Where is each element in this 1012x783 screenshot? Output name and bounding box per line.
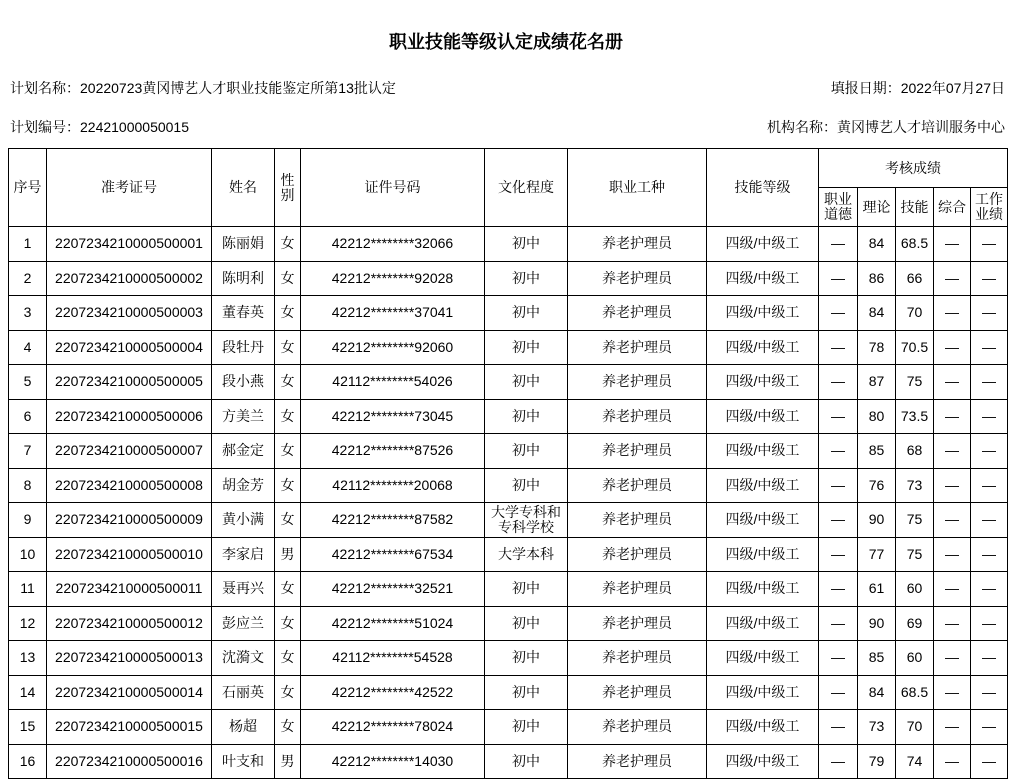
cell-theory: 84 [858,675,896,710]
cell-gender: 女 [275,468,301,503]
cell-occupation: 养老护理员 [568,675,707,710]
header-education: 文化程度 [485,149,568,227]
cell-occupation: 养老护理员 [568,227,707,262]
cell-ethics: — [819,468,858,503]
cell-skill: 68 [896,434,934,469]
header-overall: 综合 [934,188,971,227]
cell-education: 初中 [485,606,568,641]
cell-level: 四级/中级工 [707,227,819,262]
cell-skill: 73.5 [896,399,934,434]
cell-education: 初中 [485,468,568,503]
table-row [9,296,1008,331]
org-value: 黄冈博艺人才培训服务中心 [837,119,1005,135]
cell-id-no: 42212********51024 [301,606,485,641]
plan-no-value: 22421000050015 [80,119,190,135]
cell-occupation: 养老护理员 [568,468,707,503]
cell-level: 四级/中级工 [707,675,819,710]
table-row [9,399,1008,434]
table-row [9,503,1008,538]
table-body [9,227,1008,779]
cell-skill: 69 [896,606,934,641]
cell-exam-no: 2207234210000500015 [47,710,212,745]
header-exam-no: 准考证号 [47,149,212,227]
cell-skill: 70 [896,710,934,745]
cell-exam-no: 2207234210000500001 [47,227,212,262]
cell-seq: 7 [9,434,47,469]
cell-name: 彭应兰 [212,606,275,641]
cell-performance: — [971,296,1008,331]
header-performance: 工作业绩 [971,188,1008,227]
cell-theory: 85 [858,434,896,469]
cell-name: 郝金定 [212,434,275,469]
table-row [9,537,1008,572]
cell-name: 叶支和 [212,744,275,779]
cell-theory: 84 [858,296,896,331]
cell-id-no: 42212********87526 [301,434,485,469]
cell-theory: 73 [858,710,896,745]
cell-ethics: — [819,434,858,469]
cell-ethics: — [819,744,858,779]
cell-level: 四级/中级工 [707,296,819,331]
roster-table [8,148,1008,779]
cell-name: 黄小满 [212,503,275,538]
cell-overall: — [934,399,971,434]
cell-education: 初中 [485,330,568,365]
table-row [9,227,1008,262]
table-row [9,330,1008,365]
cell-seq: 14 [9,675,47,710]
cell-name: 沈漪文 [212,641,275,676]
cell-performance: — [971,744,1008,779]
cell-education: 初中 [485,744,568,779]
header-name: 姓名 [212,149,275,227]
cell-occupation: 养老护理员 [568,606,707,641]
fill-date-label: 填报日期： [830,80,901,96]
cell-theory: 86 [858,261,896,296]
plan-no-line [10,118,189,136]
cell-overall: — [934,330,971,365]
cell-name: 胡金芳 [212,468,275,503]
cell-gender: 女 [275,434,301,469]
cell-overall: — [934,572,971,607]
cell-gender: 女 [275,503,301,538]
cell-ethics: — [819,330,858,365]
cell-id-no: 42212********78024 [301,710,485,745]
cell-ethics: — [819,675,858,710]
cell-exam-no: 2207234210000500014 [47,675,212,710]
cell-occupation: 养老护理员 [568,641,707,676]
cell-name: 段小燕 [212,365,275,400]
cell-skill: 68.5 [896,675,934,710]
cell-exam-no: 2207234210000500013 [47,641,212,676]
cell-skill: 75 [896,537,934,572]
header-level: 技能等级 [707,149,819,227]
cell-theory: 85 [858,641,896,676]
cell-exam-no: 2207234210000500004 [47,330,212,365]
cell-level: 四级/中级工 [707,330,819,365]
cell-seq: 13 [9,641,47,676]
cell-level: 四级/中级工 [707,572,819,607]
cell-theory: 61 [858,572,896,607]
cell-ethics: — [819,572,858,607]
cell-name: 段牡丹 [212,330,275,365]
cell-name: 董春英 [212,296,275,331]
cell-gender: 女 [275,572,301,607]
header-skill: 技能 [896,188,934,227]
document-title: 职业技能等级认定成绩花名册 [389,32,623,52]
cell-performance: — [971,641,1008,676]
cell-education: 大学专科和专科学校 [485,503,568,538]
table-row [9,675,1008,710]
cell-gender: 女 [275,675,301,710]
cell-education: 初中 [485,296,568,331]
cell-performance: — [971,468,1008,503]
cell-exam-no: 2207234210000500010 [47,537,212,572]
cell-seq: 11 [9,572,47,607]
cell-performance: — [971,675,1008,710]
cell-seq: 12 [9,606,47,641]
cell-id-no: 42212********14030 [301,744,485,779]
cell-education: 初中 [485,365,568,400]
cell-level: 四级/中级工 [707,365,819,400]
cell-level: 四级/中级工 [707,606,819,641]
cell-id-no: 42212********92060 [301,330,485,365]
cell-skill: 75 [896,365,934,400]
plan-name-line [10,79,396,97]
cell-skill: 60 [896,641,934,676]
cell-id-no: 42212********67534 [301,537,485,572]
cell-theory: 80 [858,399,896,434]
cell-level: 四级/中级工 [707,710,819,745]
cell-ethics: — [819,641,858,676]
cell-id-no: 42212********32066 [301,227,485,262]
fill-date-value: 2022年07月27日 [900,80,1005,96]
cell-overall: — [934,606,971,641]
cell-level: 四级/中级工 [707,503,819,538]
cell-ethics: — [819,606,858,641]
cell-seq: 15 [9,710,47,745]
table-header [9,149,1008,227]
cell-occupation: 养老护理员 [568,399,707,434]
header-id-no: 证件号码 [301,149,485,227]
table-row [9,641,1008,676]
cell-theory: 77 [858,537,896,572]
table-row [9,434,1008,469]
cell-education: 初中 [485,434,568,469]
cell-name: 李家启 [212,537,275,572]
cell-overall: — [934,503,971,538]
cell-level: 四级/中级工 [707,399,819,434]
org-line [767,118,1005,136]
cell-exam-no: 2207234210000500009 [47,503,212,538]
cell-gender: 女 [275,365,301,400]
cell-ethics: — [819,227,858,262]
cell-exam-no: 2207234210000500006 [47,399,212,434]
cell-performance: — [971,710,1008,745]
cell-theory: 90 [858,606,896,641]
cell-gender: 女 [275,261,301,296]
table-row [9,261,1008,296]
cell-name: 方美兰 [212,399,275,434]
plan-no-label: 计划编号： [10,119,80,135]
cell-id-no: 42212********32521 [301,572,485,607]
cell-gender: 女 [275,399,301,434]
cell-overall: — [934,227,971,262]
cell-skill: 66 [896,261,934,296]
cell-overall: — [934,261,971,296]
cell-education: 大学本科 [485,537,568,572]
cell-exam-no: 2207234210000500008 [47,468,212,503]
cell-education: 初中 [485,641,568,676]
cell-occupation: 养老护理员 [568,434,707,469]
cell-ethics: — [819,710,858,745]
cell-level: 四级/中级工 [707,468,819,503]
cell-ethics: — [819,399,858,434]
cell-exam-no: 2207234210000500003 [47,296,212,331]
cell-education: 初中 [485,261,568,296]
cell-seq: 3 [9,296,47,331]
header-gender: 性别 [275,149,301,227]
cell-theory: 90 [858,503,896,538]
cell-education: 初中 [485,227,568,262]
cell-level: 四级/中级工 [707,434,819,469]
table-row [9,710,1008,745]
cell-name: 杨超 [212,710,275,745]
cell-performance: — [971,434,1008,469]
cell-theory: 87 [858,365,896,400]
cell-ethics: — [819,365,858,400]
cell-seq: 9 [9,503,47,538]
cell-occupation: 养老护理员 [568,365,707,400]
cell-id-no: 42212********87582 [301,503,485,538]
cell-performance: — [971,503,1008,538]
cell-name: 石丽英 [212,675,275,710]
cell-skill: 60 [896,572,934,607]
fill-date-line [831,79,1005,97]
cell-gender: 女 [275,606,301,641]
cell-skill: 75 [896,503,934,538]
table-row [9,468,1008,503]
plan-name-label: 计划名称： [10,80,80,96]
plan-name-value: 20220723黄冈博艺人才职业技能鉴定所第13批认定 [80,80,396,96]
cell-ethics: — [819,296,858,331]
cell-id-no: 42112********54026 [301,365,485,400]
cell-name: 陈丽娟 [212,227,275,262]
cell-exam-no: 2207234210000500016 [47,744,212,779]
table-row [9,744,1008,779]
cell-seq: 2 [9,261,47,296]
cell-exam-no: 2207234210000500002 [47,261,212,296]
cell-performance: — [971,261,1008,296]
cell-seq: 5 [9,365,47,400]
cell-seq: 6 [9,399,47,434]
cell-education: 初中 [485,399,568,434]
table-row [9,572,1008,607]
cell-performance: — [971,227,1008,262]
cell-performance: — [971,330,1008,365]
cell-theory: 78 [858,330,896,365]
cell-occupation: 养老护理员 [568,296,707,331]
cell-overall: — [934,468,971,503]
cell-overall: — [934,296,971,331]
cell-id-no: 42212********92028 [301,261,485,296]
cell-id-no: 42112********54528 [301,641,485,676]
cell-exam-no: 2207234210000500012 [47,606,212,641]
cell-skill: 70.5 [896,330,934,365]
cell-occupation: 养老护理员 [568,572,707,607]
cell-name: 陈明利 [212,261,275,296]
cell-gender: 女 [275,330,301,365]
header-occupation: 职业工种 [568,149,707,227]
cell-name: 聂再兴 [212,572,275,607]
cell-seq: 16 [9,744,47,779]
cell-gender: 男 [275,537,301,572]
cell-skill: 74 [896,744,934,779]
cell-occupation: 养老护理员 [568,330,707,365]
cell-occupation: 养老护理员 [568,261,707,296]
cell-performance: — [971,365,1008,400]
cell-seq: 1 [9,227,47,262]
cell-ethics: — [819,261,858,296]
cell-education: 初中 [485,572,568,607]
cell-level: 四级/中级工 [707,641,819,676]
cell-education: 初中 [485,710,568,745]
table-row [9,606,1008,641]
org-label: 机构名称： [767,119,837,135]
cell-level: 四级/中级工 [707,261,819,296]
cell-id-no: 42212********42522 [301,675,485,710]
header-seq: 序号 [9,149,47,227]
cell-education: 初中 [485,675,568,710]
table-row [9,365,1008,400]
cell-exam-no: 2207234210000500007 [47,434,212,469]
cell-exam-no: 2207234210000500005 [47,365,212,400]
cell-skill: 73 [896,468,934,503]
header-row-main [9,149,1008,188]
cell-id-no: 42212********37041 [301,296,485,331]
cell-performance: — [971,572,1008,607]
cell-gender: 女 [275,296,301,331]
cell-theory: 84 [858,227,896,262]
cell-performance: — [971,399,1008,434]
cell-level: 四级/中级工 [707,537,819,572]
cell-overall: — [934,710,971,745]
cell-occupation: 养老护理员 [568,537,707,572]
cell-overall: — [934,365,971,400]
header-theory: 理论 [858,188,896,227]
cell-gender: 女 [275,227,301,262]
cell-ethics: — [819,537,858,572]
cell-overall: — [934,537,971,572]
cell-theory: 76 [858,468,896,503]
header-scores: 考核成绩 [819,149,1008,188]
cell-seq: 10 [9,537,47,572]
cell-gender: 女 [275,710,301,745]
cell-ethics: — [819,503,858,538]
cell-performance: — [971,537,1008,572]
cell-overall: — [934,675,971,710]
cell-occupation: 养老护理员 [568,744,707,779]
cell-gender: 女 [275,641,301,676]
header-ethics: 职业道德 [819,188,858,227]
cell-level: 四级/中级工 [707,744,819,779]
cell-seq: 4 [9,330,47,365]
cell-exam-no: 2207234210000500011 [47,572,212,607]
cell-skill: 68.5 [896,227,934,262]
cell-overall: — [934,744,971,779]
cell-id-no: 42212********73045 [301,399,485,434]
cell-overall: — [934,434,971,469]
cell-gender: 男 [275,744,301,779]
cell-occupation: 养老护理员 [568,503,707,538]
cell-performance: — [971,606,1008,641]
cell-seq: 8 [9,468,47,503]
cell-overall: — [934,641,971,676]
cell-skill: 70 [896,296,934,331]
cell-theory: 79 [858,744,896,779]
cell-id-no: 42112********20068 [301,468,485,503]
cell-occupation: 养老护理员 [568,710,707,745]
